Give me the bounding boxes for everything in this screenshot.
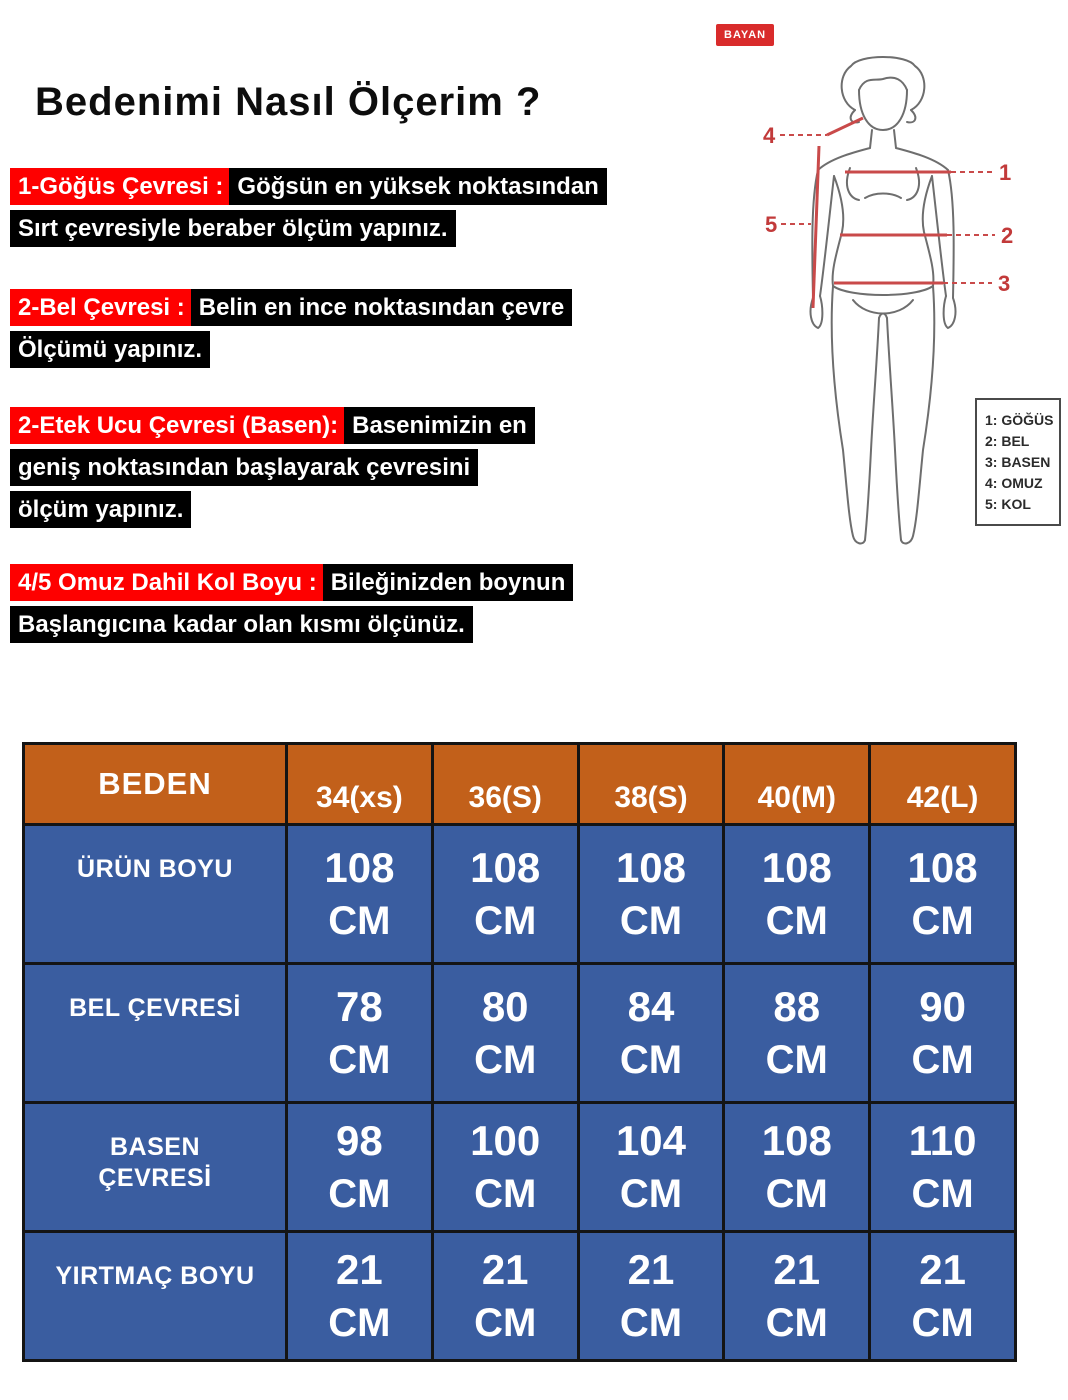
value-number: 110 <box>908 1117 977 1164</box>
instruction-line <box>10 210 607 247</box>
legend-box <box>975 398 1061 526</box>
instruction-line <box>10 449 535 486</box>
value-number: 21 <box>773 1246 821 1293</box>
instruction-chest-text-1: Göğsün en yüksek noktasından <box>229 168 606 205</box>
value-unit: CM <box>474 1301 537 1345</box>
instruction-section-chest <box>10 168 607 252</box>
value-unit: CM <box>765 1301 828 1345</box>
mark-chest: 1 <box>999 160 1012 185</box>
table-value-cell <box>288 965 431 1101</box>
value-unit: CM <box>765 899 828 943</box>
mark-hip: 3 <box>998 271 1011 296</box>
instruction-hip-text-1: Basenimizin en <box>344 407 535 444</box>
legend-item: 2: BEL <box>985 433 1030 449</box>
value-number: 21 <box>627 1246 675 1293</box>
value-unit: CM <box>911 899 974 943</box>
instruction-arm-label: 4/5 Omuz Dahil Kol Boyu : <box>10 564 323 601</box>
table-row-label: ÜRÜN BOYU <box>25 826 285 962</box>
table-value-cell <box>434 826 577 962</box>
table-value-cell <box>288 1233 431 1359</box>
instruction-line <box>10 407 535 444</box>
mark-arm: 5 <box>765 212 778 237</box>
table-value-cell <box>580 1104 723 1230</box>
instruction-waist-label: 2-Bel Çevresi : <box>10 289 191 326</box>
value-number: 108 <box>615 844 687 891</box>
instruction-section-waist <box>10 289 572 373</box>
value-number: 108 <box>761 1117 832 1164</box>
value-unit: CM <box>911 1301 974 1345</box>
table-value-cell <box>871 1233 1014 1359</box>
value-number: 21 <box>336 1246 383 1293</box>
table-header-size: 38(S) <box>580 745 723 823</box>
table-value-cell <box>434 965 577 1101</box>
table-header-beden: BEDEN <box>25 745 285 823</box>
value-unit: CM <box>765 1172 828 1216</box>
value-unit: CM <box>328 1038 391 1082</box>
table-value-cell <box>725 1233 868 1359</box>
instruction-waist-text-1: Belin en ince noktasından çevre <box>191 289 572 326</box>
value-unit: CM <box>619 1038 683 1082</box>
table-value-cell <box>288 826 431 962</box>
value-unit: CM <box>474 1172 537 1216</box>
value-number: 88 <box>773 983 821 1030</box>
value-number: 80 <box>481 983 529 1030</box>
table-value-cell <box>434 1104 577 1230</box>
value-number: 108 <box>470 844 541 891</box>
body-figure <box>811 57 956 543</box>
value-unit: CM <box>474 899 537 943</box>
value-number: 108 <box>761 844 832 891</box>
table-row-label: YIRTMAÇ BOYU <box>25 1233 285 1359</box>
table-value-cell <box>580 965 723 1101</box>
legend-item: 5: KOL <box>985 496 1031 512</box>
value-unit: CM <box>911 1038 974 1082</box>
value-unit: CM <box>328 1172 391 1216</box>
instruction-line <box>10 564 573 601</box>
instruction-waist-text-2: Ölçümü yapınız. <box>10 331 210 368</box>
table-header-size: 40(M) <box>725 745 868 823</box>
table-value-cell <box>871 1104 1014 1230</box>
instruction-hip-text-3: ölçüm yapınız. <box>10 491 191 528</box>
table-value-cell <box>580 1233 723 1359</box>
value-number: 90 <box>919 983 966 1030</box>
page-title: Bedenimi Nasıl Ölçerim ? <box>35 80 542 124</box>
instruction-section-hip <box>10 407 535 533</box>
value-unit: CM <box>328 899 391 943</box>
instruction-line <box>10 331 572 368</box>
instruction-chest-text-2: Sırt çevresiyle beraber ölçüm yapınız. <box>10 210 456 247</box>
instruction-line <box>10 606 573 643</box>
value-number: 104 <box>615 1117 687 1164</box>
value-number: 108 <box>907 844 978 891</box>
table-value-cell <box>288 1104 431 1230</box>
value-number: 108 <box>324 844 395 891</box>
gender-badge: BAYAN <box>716 24 774 46</box>
instruction-hip-text-2: geniş noktasından başlayarak çevresini <box>10 449 478 486</box>
value-unit: CM <box>619 1172 683 1216</box>
value-unit: CM <box>765 1038 828 1082</box>
table-row-label: BASEN ÇEVRESİ <box>25 1104 285 1230</box>
value-number: 21 <box>919 1246 966 1293</box>
legend-item: 3: BASEN <box>985 454 1051 470</box>
legend-item: 1: GÖĞÜS <box>985 412 1054 428</box>
instruction-line <box>10 491 535 528</box>
instruction-section-arm <box>10 564 573 648</box>
value-unit: CM <box>474 1038 537 1082</box>
table-value-cell <box>725 965 868 1101</box>
instruction-line <box>10 289 572 326</box>
table-value-cell <box>725 1104 868 1230</box>
table-value-cell <box>580 826 723 962</box>
table-header-size: 36(S) <box>434 745 577 823</box>
size-table <box>22 742 1017 1362</box>
value-unit: CM <box>911 1172 974 1216</box>
table-value-cell <box>725 826 868 962</box>
instruction-arm-text-1: Bileğinizden boynun <box>323 564 574 601</box>
value-number: 78 <box>336 983 383 1030</box>
table-value-cell <box>871 826 1014 962</box>
table-header-size: 42(L) <box>871 745 1014 823</box>
mark-shoulder: 4 <box>763 123 776 148</box>
instruction-hip-label: 2-Etek Ucu Çevresi (Basen): <box>10 407 344 444</box>
value-number: 100 <box>470 1117 541 1164</box>
value-number: 98 <box>336 1117 383 1164</box>
value-unit: CM <box>328 1301 391 1345</box>
table-value-cell <box>434 1233 577 1359</box>
table-value-cell <box>871 965 1014 1101</box>
table-header-size: 34(xs) <box>288 745 431 823</box>
instruction-line <box>10 168 607 205</box>
instruction-chest-label: 1-Göğüs Çevresi : <box>10 168 229 205</box>
value-unit: CM <box>619 1301 683 1345</box>
table-row-label: BEL ÇEVRESİ <box>25 965 285 1101</box>
legend-item: 4: OMUZ <box>985 475 1043 491</box>
mark-waist: 2 <box>1001 223 1014 248</box>
value-number: 84 <box>627 983 675 1030</box>
value-number: 21 <box>481 1246 529 1293</box>
value-unit: CM <box>619 899 683 943</box>
instruction-arm-text-2: Başlangıcına kadar olan kısmı ölçünüz. <box>10 606 473 643</box>
